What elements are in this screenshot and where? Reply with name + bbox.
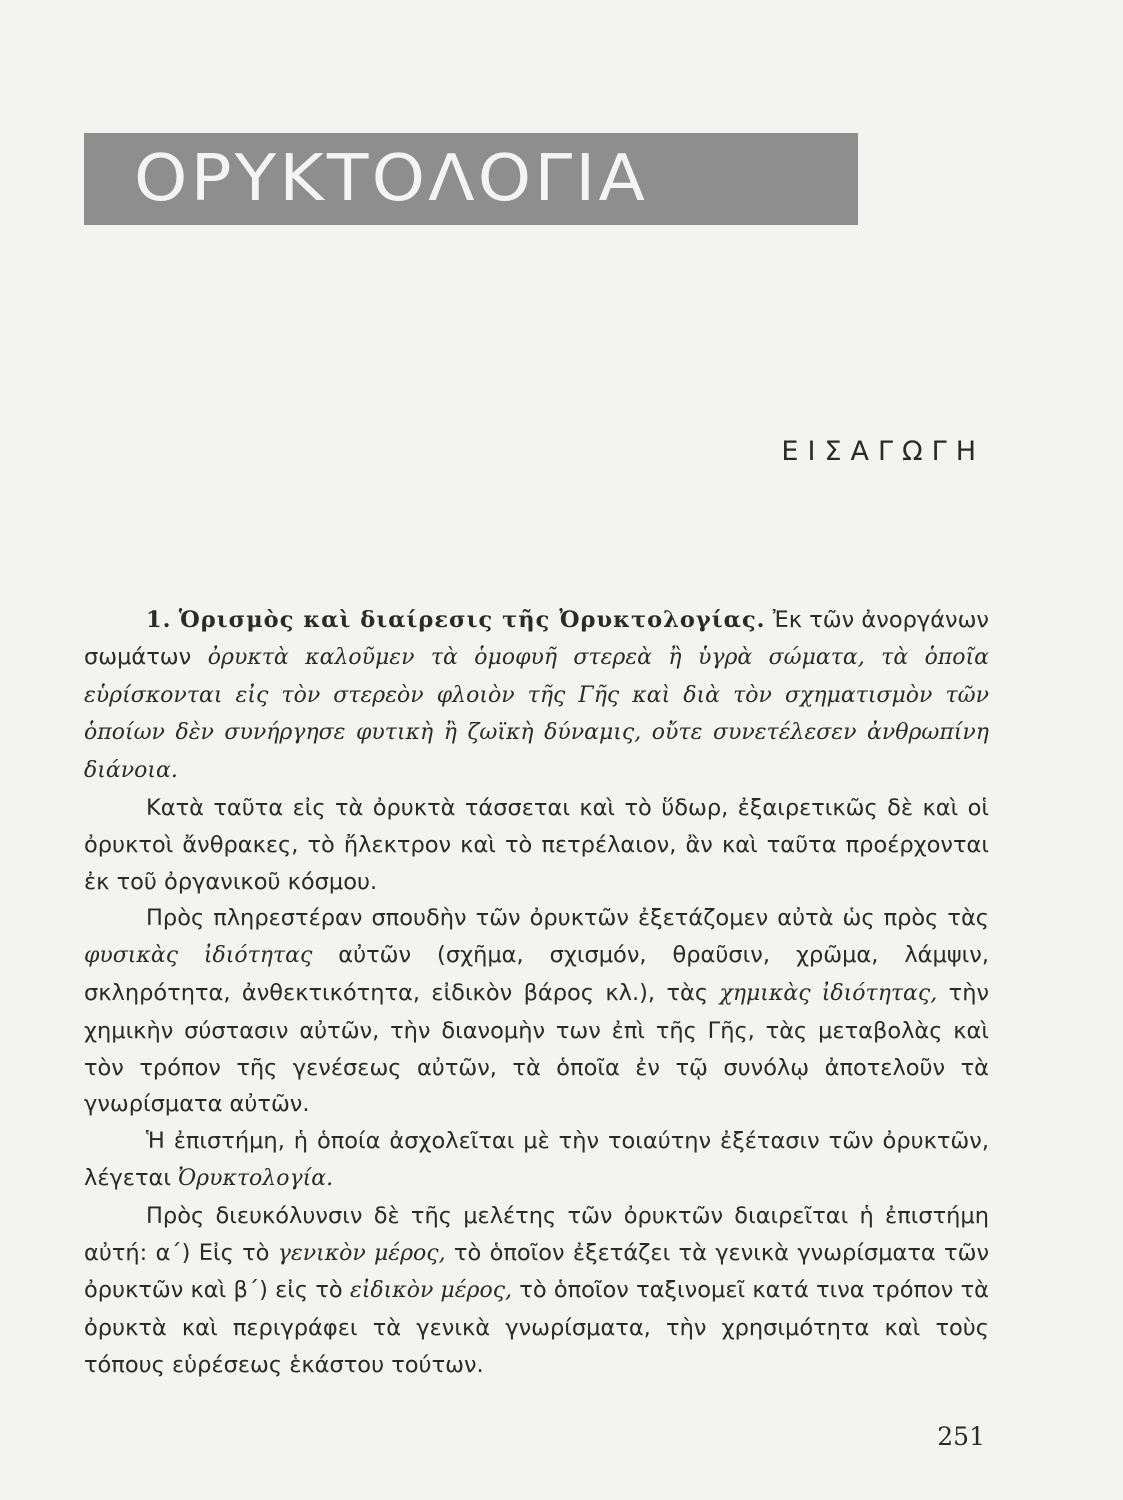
paragraph-1-definition: ὀρυκτὰ καλοῦμεν τὰ ὁμοφυῆ στερεὰ ἢ ὑγρὰ σώματα, τὰ ὁποῖα εὑρίσκονται εἰς τὸν στερεὸν φλοιὸν τῆς Γῆς καὶ διὰ τὸν σχηματισμὸν τῶν ὁποίων δὲν συνήργησε φυτικὴ ἢ ζωϊκὴ δύναμις, οὔτε συνετέλεσεν ἀνθρωπίνη διάνοια. [84, 644, 989, 784]
chapter-banner [84, 133, 858, 225]
paragraph-1 [84, 602, 989, 790]
special-part-term: εἰδικὸν μέρος, [349, 1278, 513, 1304]
physical-properties-term: φυσικὰς ἰδιότητας [84, 943, 313, 969]
paragraph-5-text-e: τὸ ὁποῖον ταξινομεῖ κατά τινα τρόπον τὰ ὀρυκτὰ καὶ περιγράφει τὰ γενικὰ γνωρίσματα, τὴν χρησιμότητα καὶ τοὺς τόπους εὑρέσεως ἑκάστου τούτων. [84, 1277, 989, 1378]
general-part-term: γενικὸν μέρος, [277, 1240, 446, 1266]
paragraph-number: 1. [146, 607, 172, 633]
body-text [84, 602, 989, 1384]
paragraph-5 [84, 1198, 989, 1384]
chemical-properties-term: χημικὰς ἰδιότητας, [719, 980, 938, 1006]
paragraph-3-text-a: Πρὸς πληρεστέραν σπουδὴν τῶν ὀρυκτῶν ἐξετάζομεν αὐτὰ ὡς πρὸς τὰς [146, 905, 989, 932]
paragraph-4-text-a: Ἡ ἐπιστήμη, ἡ ὁποία ἀσχολεῖται μὲ τὴν τοιαύτην ἐξέτασιν τῶν ὀρυκτῶν, λέγεται [84, 1128, 989, 1191]
chapter-title: ΟΡΥΚΤΟΛΟΓΙΑ [134, 142, 649, 216]
paragraph-3-text-e: τὴν χημικὴν σύστασιν αὐτῶν, τὴν διανομὴν των ἐπὶ τῆς Γῆς, τὰς μεταβολὰς καὶ τὸν τρόπον τῆς γενέσεως αὐτῶν, τὰ ὁποῖα ἐν τῷ συνόλῳ ἀποτελοῦν τὰ γνωρίσματα αὐτῶν. [84, 979, 990, 1118]
paragraph-heading: Ὁρισμὸς καὶ διαίρεσις τῆς Ὀρυκτολογίας. [178, 607, 766, 633]
paragraph-2: Κατὰ ταῦτα εἰς τὰ ὀρυκτὰ τάσσεται καὶ τὸ ὕδωρ, ἐξαιρετικῶς δὲ καὶ οἱ ὀρυκτοὶ ἄνθρακες, τὸ ἤλεκτρον καὶ τὸ πετρέλαιον, ἂν καὶ ταῦτα προέρχονται ἐκ τοῦ ὀργανικοῦ κόσμου. [84, 794, 989, 895]
page-number: 251 [937, 1422, 985, 1451]
paragraph-5-text-c: τὸ ὁποῖον ἐξετάζει τὰ γενικὰ γνωρίσματα τῶν ὀρυκτῶν καὶ β΄) εἰς τὸ [84, 1239, 990, 1304]
paragraph-3-text-c: αὐτῶν (σχῆμα, σχισμόν, θραῦσιν, χρῶμα, λάμψιν, σκληρότητα, ἀνθεκτικότητα, εἰδικὸν βάρος κλ.), τὰς [84, 942, 989, 1006]
mineralogy-term: Ὀρυκτολογία. [178, 1165, 334, 1191]
paragraph-1-text-a: Ἐκ τῶν ἀνοργάνων σωμάτων [84, 607, 990, 670]
section-heading: ΕΙΣΑΓΩΓΗ [781, 436, 985, 467]
paragraph-5-text-a: Πρὸς διευκόλυνσιν δὲ τῆς μελέτης τῶν ὀρυκτῶν διαιρεῖται ἡ ἐπιστήμη αὐτή: α΄) Εἰς τὸ [84, 1202, 989, 1266]
paragraph-3 [84, 900, 989, 1123]
paragraph-4 [84, 1123, 989, 1198]
